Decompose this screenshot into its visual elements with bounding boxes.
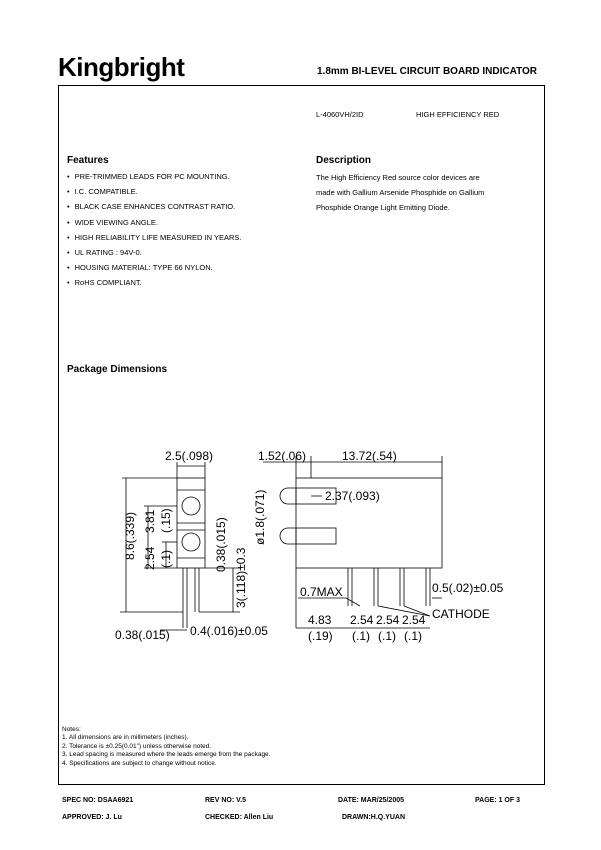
revision-number: REV NO: V.5 <box>205 797 246 804</box>
dim-standoff: 3(.118)±0.3 <box>234 547 248 608</box>
dim-lead-038-vertical: 0.38(.015) <box>214 517 228 572</box>
dim-254-c: 2.54 <box>402 613 426 627</box>
package-dimensions-heading: Package Dimensions <box>67 364 168 375</box>
document-title: 1.8mm BI-LEVEL CIRCUIT BOARD INDICATOR <box>317 66 538 77</box>
description-text <box>316 170 538 215</box>
feature-item: • HIGH RELIABILITY LIFE MEASURED IN YEARS. <box>67 231 242 246</box>
dim-01-b: (.1) <box>378 629 396 643</box>
feature-item: • WIDE VIEWING ANGLE. <box>67 216 242 231</box>
note-item: 3. Lead spacing is measured where the leads emerge from the package. <box>62 751 271 759</box>
drawn-by: DRAWN:H.Q.YUAN <box>342 814 405 821</box>
cathode-label: CATHODE <box>432 607 490 621</box>
features-list <box>67 170 242 292</box>
dim-pitch-254-in: (.1) <box>159 550 173 568</box>
description-heading: Description <box>316 155 372 166</box>
note-item: 4. Specifications are subject to change without notice. <box>62 759 217 767</box>
notes <box>62 726 270 768</box>
dim-pitch-381-in: (.15) <box>159 508 173 533</box>
notes-title: Notes: <box>62 726 81 733</box>
feature-item: • PRE-TRIMMED LEADS FOR PC MOUNTING. <box>67 170 242 185</box>
brand-logo: Kingbright <box>58 52 185 82</box>
description-line: made with Gallium Arsenide Phosphide on Gallium <box>316 188 485 197</box>
dim-01-c: (.1) <box>404 629 422 643</box>
side-view <box>263 456 442 628</box>
date: DATE: MAR/25/2005 <box>338 797 405 804</box>
feature-item: • RoHS COMPLIANT. <box>67 276 242 291</box>
dim-height-total: 8.6(.339) <box>123 511 137 560</box>
package-drawing <box>110 440 540 660</box>
description-line: Phosphide Orange Light Emitting Diode. <box>316 203 450 212</box>
feature-item: • HOUSING MATERIAL: TYPE 66 NYLON. <box>67 261 242 276</box>
dim-lens-237: 2.37(.093) <box>325 489 380 503</box>
dim-lead-05: 0.5(.02)±0.05 <box>432 581 504 595</box>
dim-254-a: 2.54 <box>350 613 374 627</box>
dim-483: 4.83 <box>308 613 332 627</box>
checked-by: CHECKED: Allen Liu <box>205 814 274 821</box>
page-number: PAGE: 1 OF 3 <box>475 797 520 804</box>
description-line: The High Efficiency Red source color devices are <box>316 173 480 182</box>
dim-lead-04: 0.4(.016)±0.05 <box>190 624 268 638</box>
feature-item: • BLACK CASE ENHANCES CONTRAST RATIO. <box>67 200 242 215</box>
dim-length-total: 13.72(.54) <box>342 449 397 463</box>
dim-pitch-254: 2.54 <box>143 546 157 570</box>
feature-item: • I.C. COMPATIBLE. <box>67 185 242 200</box>
dim-254-b: 2.54 <box>376 613 400 627</box>
feature-item: • UL RATING : 94V-0. <box>67 246 242 261</box>
dim-pitch-381: 3.81 <box>143 509 157 533</box>
part-number: L-4060VH/2ID <box>316 110 364 119</box>
dim-01-a: (.1) <box>352 629 370 643</box>
note-item: 1. All dimensions are in millimeters (inches). <box>62 734 189 742</box>
features-heading: Features <box>67 155 109 166</box>
spec-number: SPEC NO: DSAA6921 <box>62 797 134 804</box>
dim-offset-152: 1.52(.06) <box>258 449 307 463</box>
part-color: HIGH EFFICIENCY RED <box>416 110 500 119</box>
dim-lead-038-horizontal: 0.38(.015) <box>115 628 170 642</box>
note-item: 2. Tolerance is ±0.25(0.01") unless otherwise noted. <box>62 742 212 750</box>
approved-by: APPROVED: J. Lu <box>62 814 122 821</box>
dim-483-in: (.19) <box>308 629 333 643</box>
dim-diameter: ø1.8(.071) <box>253 489 267 545</box>
dim-width-front: 2.5(.098) <box>165 449 214 463</box>
dim-max-07: 0.7MAX <box>300 585 343 599</box>
